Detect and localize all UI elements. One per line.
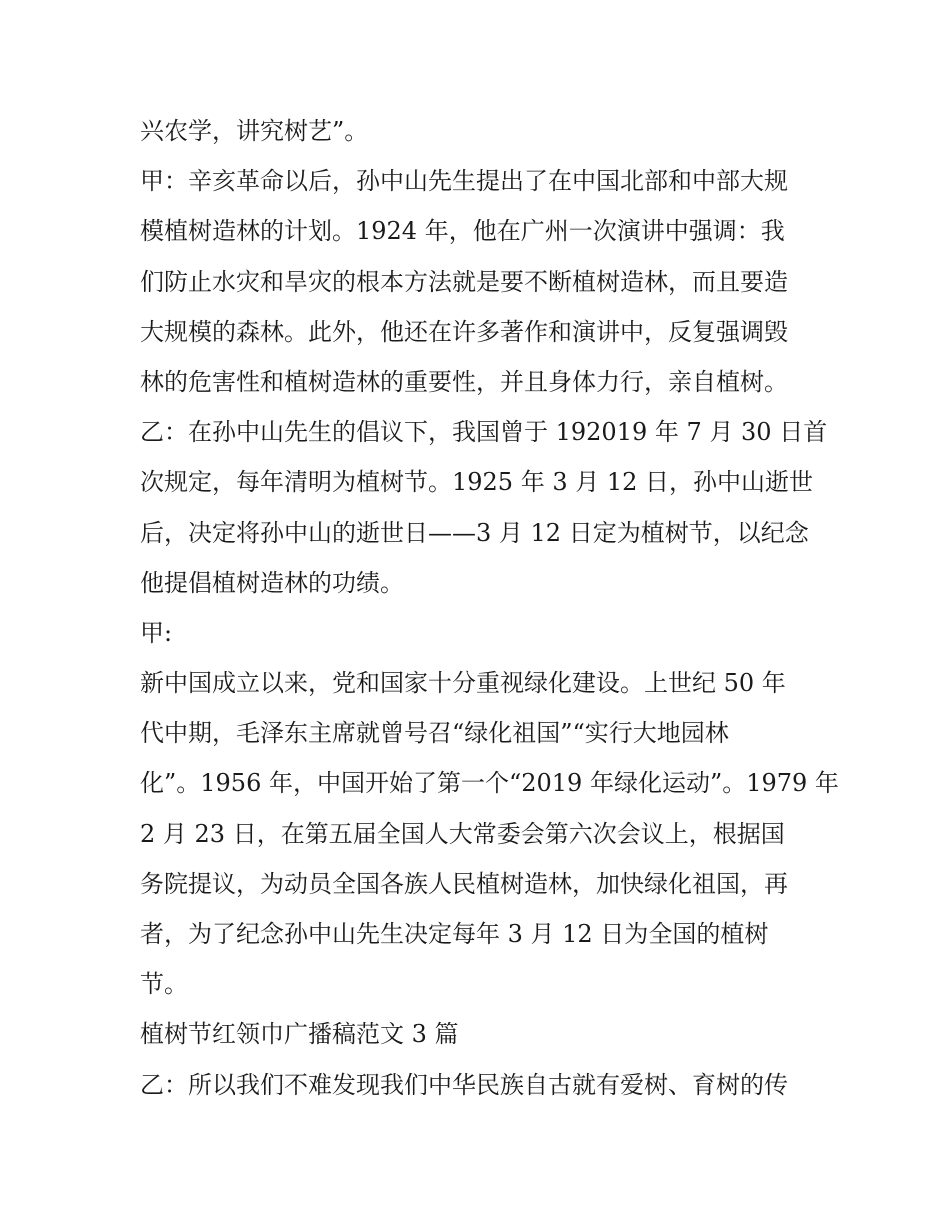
text-line: 林的危害性和植树造林的重要性，并且身体力行，亲自植树。: [140, 367, 788, 396]
text-line: 兴农学，讲究树艺”。: [140, 117, 369, 145]
text-line: 们防止水灾和旱灾的根本方法就是要不断植树造林，而且要造: [140, 267, 788, 296]
section-title: 植树节红领巾广播稿范文 3 篇: [140, 1020, 459, 1049]
text-line: 后，决定将孙中山的逝世日——3 月 12 日定为植树节，以纪念: [140, 518, 809, 547]
text-line: 新中国成立以来，党和国家十分重视绿化建设。上世纪 50 年: [140, 669, 786, 698]
text-line: 次规定，每年清明为植树节。1925 年 3 月 12 日，孙中山逝世: [140, 468, 814, 497]
text-line: 大规模的森林。此外，他还在许多著作和演讲中，反复强调毁: [140, 317, 788, 346]
text-line: 乙：在孙中山先生的倡议下，我国曾于 192019 年 7 月 30 日首: [140, 418, 828, 447]
text-line: 模植树造林的计划。1924 年，他在广州一次演讲中强调：我: [140, 217, 785, 246]
speaker-label: 甲:: [140, 618, 173, 647]
text-line: 节。: [140, 970, 188, 999]
text-line: 甲：辛亥革命以后，孙中山先生提出了在中国北部和中部大规: [140, 167, 788, 196]
document-body: [140, 106, 839, 1110]
text-line: 乙：所以我们不难发现我们中华民族自古就有爱树、育树的传: [140, 1070, 788, 1099]
text-line: 代中期，毛泽东主席就曾号召“绿化祖国”“实行大地园林: [140, 719, 729, 748]
text-line: 化”。1956 年，中国开始了第一个“2019 年绿化运动”。1979 年: [140, 769, 839, 798]
text-line: 2 月 23 日，在第五届全国人大常委会第六次会议上，根据国: [140, 819, 785, 848]
text-line: 务院提议，为动员全国各族人民植树造林，加快绿化祖国，再: [140, 869, 788, 898]
text-line: 他提倡植树造林的功绩。: [140, 568, 404, 597]
text-line: 者，为了纪念孙中山先生决定每年 3 月 12 日为全国的植树: [140, 920, 769, 948]
